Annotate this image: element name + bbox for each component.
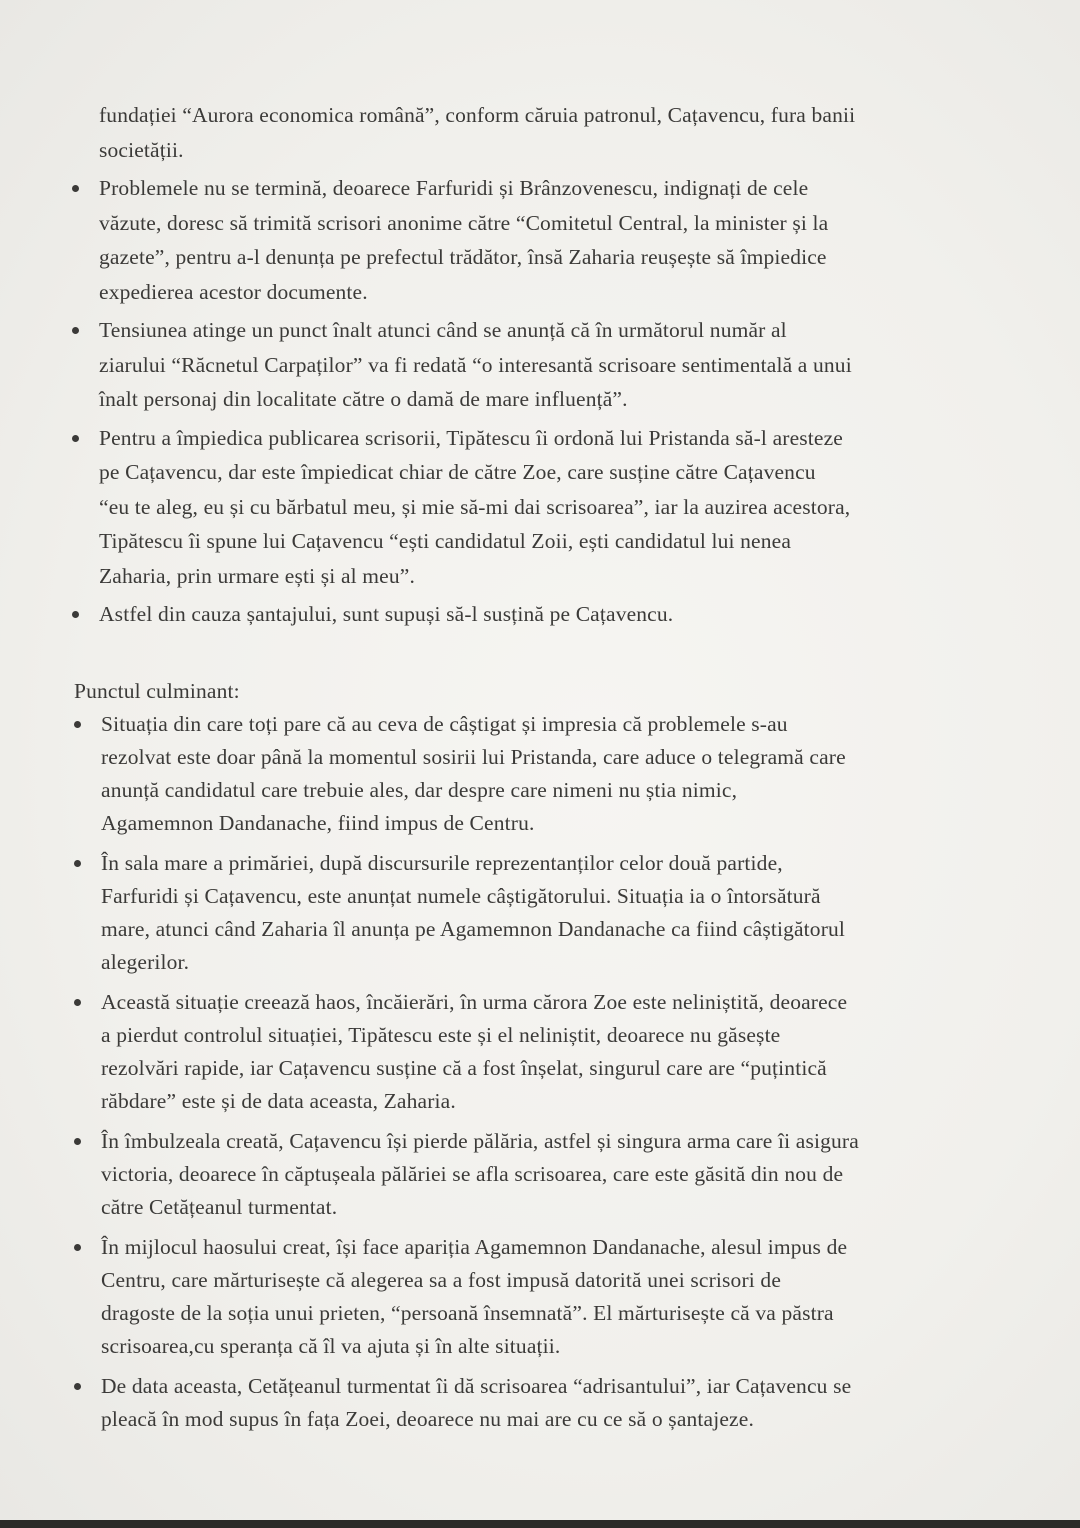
text-line: Situația din care toți pare că au ceva de câștigat și impresia că problemele s-au (101, 711, 788, 736)
bullet-icon (74, 860, 81, 867)
bullet-icon (72, 435, 79, 442)
text-line: Centru, care mărturisește că alegerea sa a fost impusă datorită unei scrisori de (101, 1267, 782, 1292)
text-line: răbdare” este și de data aceasta, Zaharia. (101, 1088, 456, 1113)
list-item (0, 986, 1080, 1118)
text-line: Agamemnon Dandanache, fiind impus de Centru. (101, 810, 535, 835)
text-line: În mijlocul haosului creat, își face apariția Agamemnon Dandanache, alesul impus de (101, 1234, 848, 1259)
list-item (0, 1370, 1080, 1436)
text-line: dragoste de la soția unui prieten, “persoană însemnată”. El mărturisește că va păstra (101, 1300, 834, 1325)
text-line: victoria, deoarece în căptușeala pălăriei se afla scrisoarea, care este găsită din nou de (101, 1161, 844, 1186)
text-line: văzute, doresc să trimită scrisori anonime către “Comitetul Central, la minister și la (99, 210, 829, 235)
text-line: Problemele nu se termină, deoarece Farfuridi și Brânzovenescu, indignați de cele (99, 176, 809, 200)
text-line: pleacă în mod supus în fața Zoei, deoarece nu mai are cu ce să o șantajeze. (101, 1406, 754, 1431)
text-line: De data aceasta, Cetățeanul turmentat îi dă scrisoarea “adrisantului”, iar Cațavencu se (101, 1373, 852, 1398)
text-line: Zaharia, prin urmare ești și al meu”. (99, 563, 415, 588)
climax-list (0, 708, 1080, 1436)
text-line: către Cetățeanul turmentat. (101, 1194, 338, 1219)
text-line: anunță candidatul care trebuie ales, dar despre care nimeni nu știa nimic, (101, 777, 738, 802)
bullet-icon (72, 327, 79, 334)
text-line: rezolvat este doar până la momentul sosirii lui Pristanda, care aduce o telegramă care (101, 744, 846, 769)
text-line: a pierdut controlul situației, Tipătescu este și el neliniștit, deoarece nu găsește (101, 1022, 781, 1047)
plot-development-section (0, 98, 1080, 632)
document-body (0, 98, 1080, 1443)
text-line: rezolvări rapide, iar Cațavencu susține că a fost înșelat, singurul care are “puțintică (101, 1055, 827, 1080)
bullet-icon (74, 1383, 81, 1390)
bullet-icon (72, 611, 79, 618)
text-line: “eu te aleg, eu și cu bărbatul meu, și mie să-mi dai scrisoarea”, iar la auzirea acestora, (99, 494, 851, 519)
text-line: Această situație creează haos, încăierări, în urma cărora Zoe este neliniștită, deoarece (101, 989, 848, 1014)
text-line: mare, atunci când Zaharia îl anunța pe Agamemnon Dandanache ca fiind câștigătorul (101, 916, 846, 941)
bullet-icon (74, 721, 81, 728)
section-heading: Punctul culminant: (74, 678, 240, 703)
list-item (0, 597, 1080, 632)
climax-section (0, 675, 1080, 1436)
text-line: expedierea acestor documente. (99, 279, 368, 304)
text-line: fundației “Aurora economica română”, conform căruia patronul, Cațavencu, fura banii (99, 103, 856, 127)
list-item (0, 1125, 1080, 1224)
text-line: societății. (99, 137, 184, 162)
list-item (0, 98, 1080, 167)
text-line: pe Cațavencu, dar este împiedicat chiar de către Zoe, care susține către Cațavencu (99, 460, 816, 484)
bullet-icon (74, 999, 81, 1006)
list-item (0, 708, 1080, 840)
bullet-icon (74, 1244, 81, 1251)
text-line: înalt personaj din localitate către o damă de mare influență”. (99, 387, 628, 411)
bullet-icon (72, 185, 79, 192)
text-line: Tensiunea atinge un punct înalt atunci când se anunță că în următorul număr al (99, 318, 787, 342)
text-line: Tipătescu îi spune lui Cațavencu “ești candidatul Zoii, ești candidatul lui nenea (99, 529, 792, 553)
text-line: ziarului “Răcnetul Carpaților” va fi redată “o interesantă scrisoare sentimentală a unui (99, 352, 852, 377)
text-line: gazete”, pentru a-l denunța pe prefectul trădător, însă Zaharia reușește să împiedice (99, 245, 827, 269)
bullet-icon (74, 1138, 81, 1145)
list-item (0, 847, 1080, 979)
text-line: alegerilor. (101, 949, 190, 974)
list-item (0, 1231, 1080, 1363)
list-item (0, 421, 1080, 594)
text-line: Pentru a împiedica publicarea scrisorii, Tipătescu îi ordonă lui Pristanda să-l aresteze (99, 425, 843, 450)
text-line: În îmbulzeala creată, Cațavencu își pierde pălăria, astfel și singura arma care îi asigura (101, 1128, 859, 1153)
list-item (0, 313, 1080, 417)
text-line: În sala mare a primăriei, după discursurile reprezentanților celor două partide, (101, 850, 783, 875)
text-line: Astfel din cauza șantajului, sunt supuși să-l susțină pe Cațavencu. (99, 602, 674, 626)
list-item (0, 171, 1080, 309)
text-line: Farfuridi și Cațavencu, este anunțat numele câștigătorului. Situația ia o întorsătură (101, 883, 821, 908)
text-line: scrisoarea,cu speranța că îl va ajuta și în alte situații. (101, 1333, 561, 1358)
